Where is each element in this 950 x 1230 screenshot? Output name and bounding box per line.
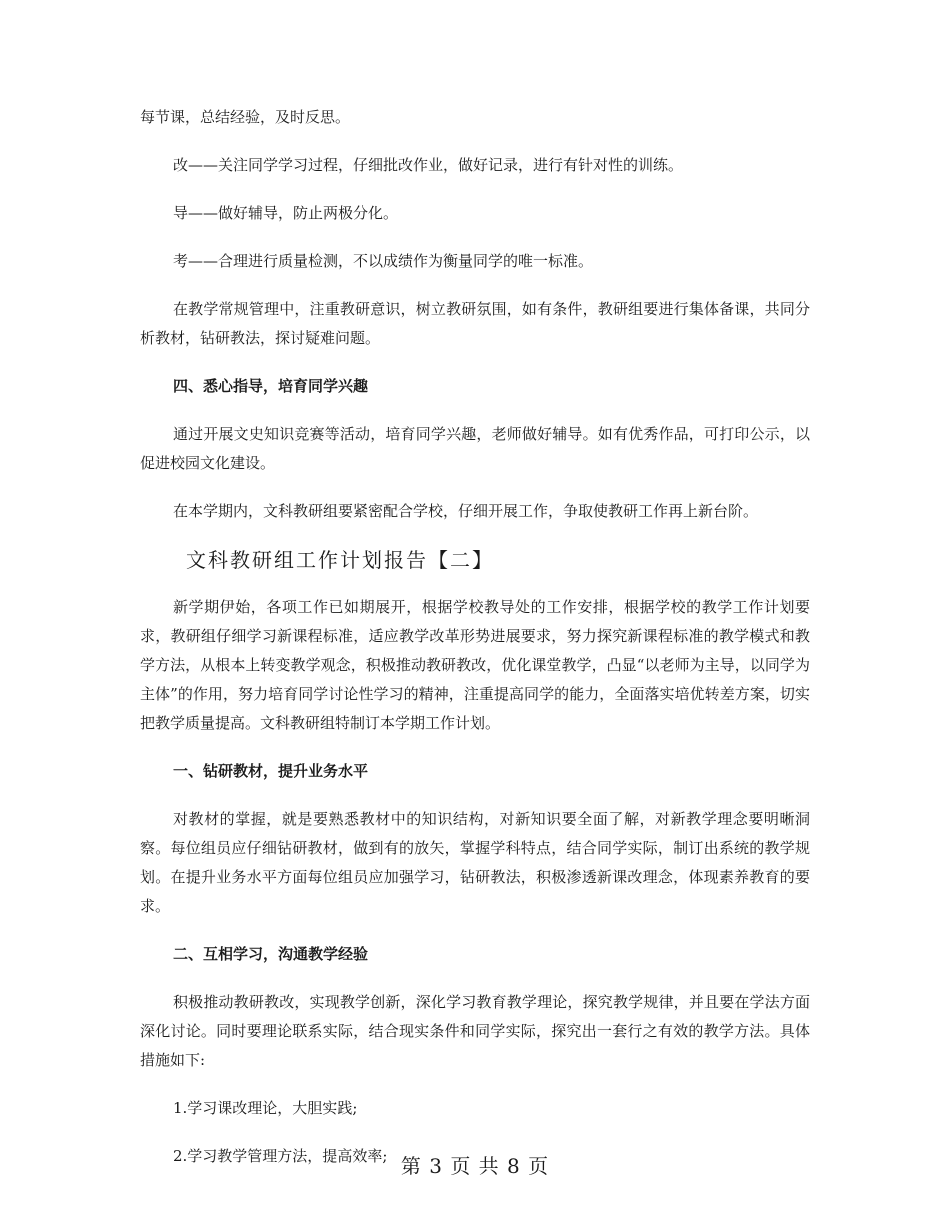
- heading-section-1: 一、钻研教材，提升业务水平: [173, 762, 369, 780]
- paragraph-4: 考——合理进行质量检测，不以成绩作为衡量同学的唯一标准。: [173, 252, 594, 270]
- paragraph-3: 导——做好辅导，防止两极分化。: [173, 204, 399, 222]
- paragraph-2: 改——关注同学学习过程，仔细批改作业，做好记录，进行有针对性的训练。: [173, 156, 684, 174]
- heading-section-4: 四、悉心指导，培育同学兴趣: [173, 377, 369, 395]
- page-number-footer: 第 3 页 共 8 页: [400, 1154, 550, 1178]
- paragraph-9: 对教材的掌握，就是要熟悉教材中的知识结构，对新知识要全面了解，对新教学理念要明晰洞察。每位组员应仔细钻研教材，做到有的放矢，掌握学科特点，结合同学实际，制订出系统的教学规划。在提升业务水平方面每位组员应加强学习，钻研教法，积极渗透新课改理念，体现素养教育的要求。: [140, 810, 810, 915]
- paragraph-10: 积极推动教研教改，实现教学创新，深化学习教育教学理论，探究教学规律，并且要在学法方面深化讨论。同时要理论联系实际，结合现实条件和同学实际，探究出一套行之有效的教学方法。具体措施如下:: [140, 993, 810, 1069]
- paragraph-6: 通过开展文史知识竞赛等活动，培育同学兴趣，老师做好辅导。如有优秀作品，可打印公示，以促进校园文化建设。: [140, 425, 810, 472]
- paragraph-5: 在教学常规管理中，注重教研意识，树立教研氛围，如有条件，教研组要进行集体备课，共同分析教材，钻研教法，探讨疑难问题。: [140, 300, 810, 347]
- document-body: [140, 103, 810, 1190]
- list-item-1: 1.学习课改理论，大胆实践;: [173, 1099, 358, 1117]
- heading-section-2: 二、互相学习，沟通教学经验: [173, 945, 369, 963]
- paragraph-8: 新学期伊始，各项工作已如期展开，根据学校教导处的工作安排，根据学校的教学工作计划要求，教研组仔细学习新课程标准，适应教学改革形势进展要求，努力探究新课程标准的教学模式和教学方法，从根本上转变教学观念，积极推动教研教改，优化课堂教学，凸显“以老师为主导，以同学为主体”的作用，努力培育同学讨论性学习的精神，注重提高同学的能力，全面落实培优转差方案，切实把教学质量提高。文科教研组特制订本学期工作计划。: [140, 598, 810, 732]
- list-item-2: 2.学习教学管理方法，提高效率;: [173, 1147, 388, 1165]
- section-title: 文科教研组工作计划报告【二】: [186, 548, 494, 572]
- paragraph-7: 在本学期内，文科教研组要紧密配合学校，仔细开展工作，争取使教研工作再上新台阶。: [173, 502, 759, 520]
- paragraph-1: 每节课，总结经验，及时反思。: [140, 108, 351, 126]
